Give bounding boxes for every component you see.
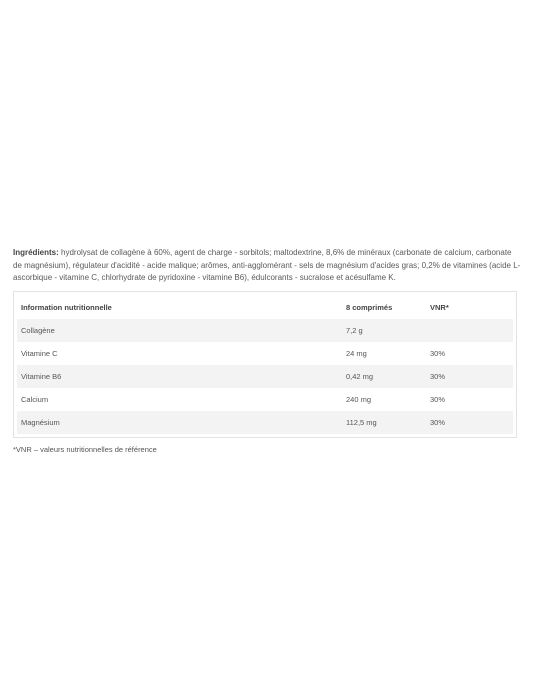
table-row	[17, 388, 513, 411]
nutrient-name: Magnésium	[21, 417, 60, 427]
header-information: Information nutritionnelle	[21, 302, 112, 312]
nutrient-vnr: 30%	[430, 371, 446, 381]
nutrient-amount: 24 mg	[346, 348, 367, 358]
nutrient-vnr: 30%	[430, 394, 446, 404]
header-serving: 8 comprimés	[346, 302, 393, 312]
ingredients-text: hydrolysat de collagène à 60%, agent de charge - sorbitols; maltodextrine, 8,6% de minéraux (carbonate de calcium, carbonate de magnésium), régulateur d'acidité - acide malique; arômes, anti-agglomérant - sels de magnésium d'acides gras; 0,2% de vitamines (acide L-ascorbique - vitamine C, chlorhydrate de pyridoxine - vitamine B6), édulcorants - sucralose et acésulfame K.	[13, 248, 521, 282]
nutrient-amount: 240 mg	[346, 394, 372, 404]
nutrition-table	[13, 291, 517, 438]
nutrient-amount: 112,5 mg	[346, 417, 377, 427]
vnr-footnote: *VNR – valeurs nutritionnelles de référence	[13, 444, 157, 454]
nutrient-amount: 0,42 mg	[346, 371, 374, 381]
nutrient-amount: 7,2 g	[346, 325, 363, 335]
header-vnr: VNR*	[430, 302, 449, 312]
table-row	[17, 411, 513, 434]
table-header-row	[17, 296, 513, 319]
table-row	[17, 365, 513, 388]
nutrient-vnr: 30%	[430, 417, 446, 427]
nutrient-name: Vitamine C	[21, 348, 58, 358]
nutrient-name: Vitamine B6	[21, 371, 62, 381]
table-row	[17, 319, 513, 342]
nutrient-name: Calcium	[21, 394, 49, 404]
nutrient-name: Collagène	[21, 325, 55, 335]
product-composition	[13, 247, 521, 454]
table-row	[17, 342, 513, 365]
ingredients-label: Ingrédients:	[13, 248, 59, 257]
nutrient-vnr: 30%	[430, 348, 446, 358]
ingredients-paragraph	[13, 247, 521, 285]
